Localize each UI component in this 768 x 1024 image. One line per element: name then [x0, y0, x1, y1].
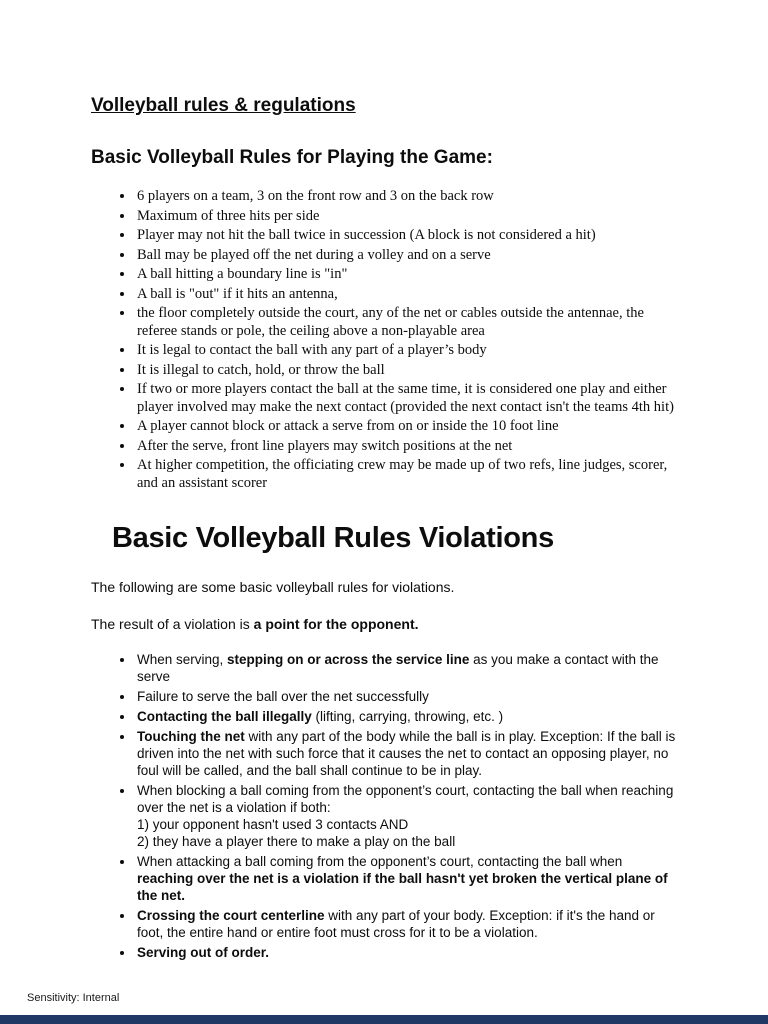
- sensitivity-label: Sensitivity: Internal: [27, 992, 120, 1004]
- rule-item: • It is legal to contact the ball with any part of a player’s body: [135, 342, 682, 360]
- rule-item: • A ball is "out" if it hits an antenna,: [135, 286, 682, 304]
- violation-item: [135, 944, 682, 961]
- text-segment: Crossing the court centerline: [137, 908, 325, 923]
- violation-item: [135, 853, 682, 904]
- text-segment: The result of a violation is: [91, 616, 254, 632]
- violations-intro-1: The following are some basic volleyball rules for violations.: [91, 579, 455, 595]
- rule-item: • Ball may be played off the net during a volley and on a serve: [135, 247, 682, 265]
- rule-item: • A ball hitting a boundary line is "in": [135, 266, 682, 284]
- text-segment: with any part of your body. Exception: if it's the hand or foot, the entire hand or entire foot must cross for it to be a violation.: [137, 908, 655, 940]
- rule-item: • It is illegal to catch, hold, or throw the ball: [135, 362, 682, 380]
- bottom-bar: [0, 1015, 768, 1024]
- rule-item: • Player may not hit the ball twice in succession (A block is not considered a hit): [135, 227, 682, 245]
- rule-item: • If two or more players contact the ball at the same time, it is considered one play and either player involved may make the next contact (provided the next contact isn't the teams 4th hit): [135, 381, 682, 416]
- rules-section-heading: Basic Volleyball Rules for Playing the Game:: [91, 147, 493, 168]
- text-segment: When blocking a ball coming from the opponent’s court, contacting the ball when reaching over the net is a violation if both:: [137, 783, 674, 815]
- text-segment: Serving out of order.: [137, 945, 270, 960]
- text-segment: reaching over the net is a violation if the ball hasn't yet broken the vertical plane of the net.: [137, 871, 668, 903]
- text-segment: (lifting, carrying, throwing, etc. ): [311, 709, 504, 724]
- rule-item: • 6 players on a team, 3 on the front row and 3 on the back row: [135, 188, 682, 206]
- violation-item: [135, 688, 682, 705]
- text-segment: Touching the net: [137, 729, 245, 744]
- text-segment: When serving,: [137, 652, 228, 667]
- text-segment: as you make a contact with the serve: [137, 652, 659, 684]
- rule-item: • A player cannot block or attack a serve from on or inside the 10 foot line: [135, 418, 682, 436]
- rules-list: [91, 188, 682, 492]
- rule-item: • At higher competition, the officiating crew may be made up of two refs, line judges, scorer, and an assistant scorer: [135, 457, 682, 492]
- document-title: Volleyball rules & regulations: [91, 95, 356, 116]
- rule-item: • Maximum of three hits per side: [135, 208, 682, 226]
- text-segment: Contacting the ball illegally: [137, 709, 312, 724]
- violations-intro-2: [91, 616, 682, 633]
- text-segment: a point for the opponent.: [253, 616, 419, 632]
- rule-item: • After the serve, front line players may switch positions at the net: [135, 438, 682, 456]
- violations-list: [91, 651, 682, 961]
- text-segment: Failure to serve the ball over the net successfully: [137, 689, 429, 704]
- rule-item: • the floor completely outside the court, any of the net or cables outside the antennae, the referee stands or pole, the ceiling above a non-playable area: [135, 305, 682, 340]
- violation-item: [135, 728, 682, 779]
- violation-item: [135, 907, 682, 941]
- text-segment: When attacking a ball coming from the opponent’s court, contacting the ball when: [137, 854, 623, 869]
- text-segment: with any part of the body while the ball is in play. Exception: If the ball is driven into the net with such force that it causes the net to contact an opposing player, no foul will be called, and the ball shall continue to be in play.: [137, 729, 676, 778]
- violation-item: [135, 782, 682, 850]
- text-segment: 2) they have a player there to make a play on the ball: [137, 834, 456, 849]
- violations-section-heading: Basic Volleyball Rules Violations: [112, 522, 554, 554]
- violation-item: [135, 651, 682, 685]
- violation-item: [135, 708, 682, 725]
- text-segment: stepping on or across the service line: [227, 652, 470, 667]
- text-segment: 1) your opponent hasn't used 3 contacts AND: [137, 817, 409, 832]
